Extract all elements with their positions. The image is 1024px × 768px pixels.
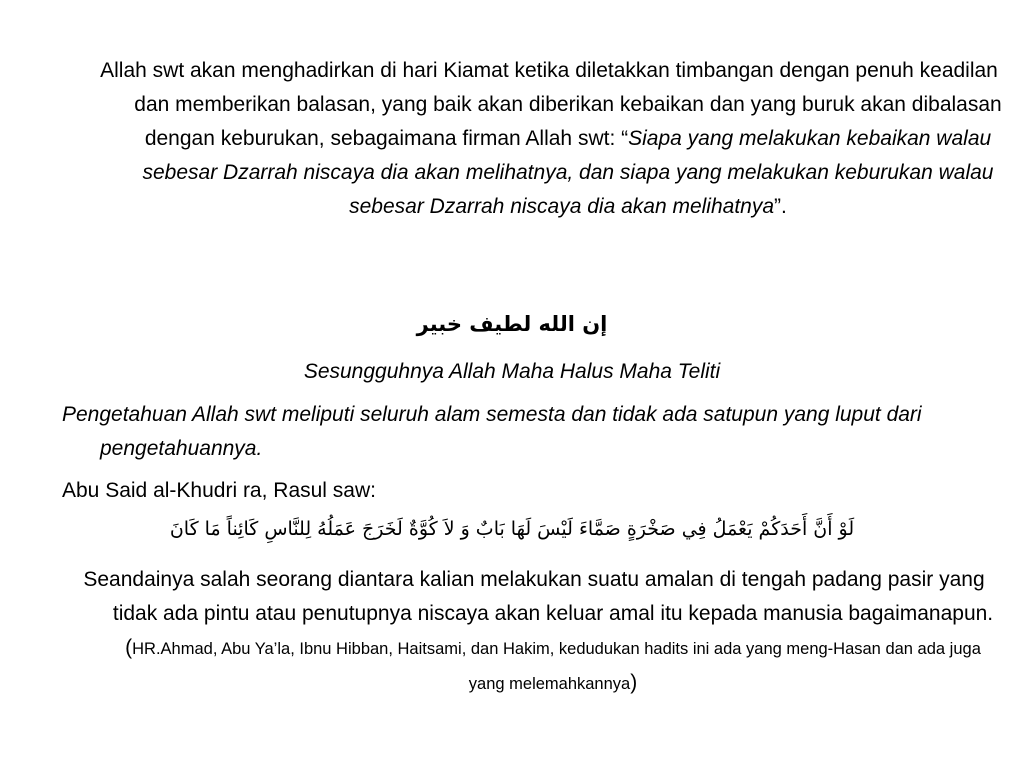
verse-translation-text: Sesungguhnya Allah Maha Halus Maha Teliti [303, 360, 721, 383]
narrator-line: Abu Said al-Khudri ra, Rasul saw: [62, 479, 376, 502]
hadith-close-paren: ) [630, 671, 638, 694]
hadith-translation [70, 563, 998, 701]
hadith-source: HR.Ahmad, Abu Ya’la, Ibnu Hibban, Haitsami, dan Hakim, kedudukan hadits ini ada yang meng-Hasan dan ada juga yang melemahkannya [132, 640, 981, 693]
knowledge-statement-text: Pengetahuan Allah swt meliputi seluruh alam semesta dan tidak ada satupun yang luput dari pengetahuannya. [62, 403, 922, 460]
verse-translation [112, 355, 912, 389]
hadith-translation-text: Seandainya salah seorang diantara kalian melakukan suatu amalan di tengah padang pasir yang tidak ada pintu atau penutupnya niscaya akan keluar amal itu kepada manusia bagaimanapun. ( [83, 568, 994, 659]
intro-paragraph [90, 54, 1008, 224]
knowledge-statement [62, 398, 1000, 466]
arabic-hadith: لَوْ أَنَّ أَحَدَكُمْ يَعْمَلُ فِي صَخْرَةٍ صَمَّاءَ لَيْسَ لَهَا بَابٌ وَ لاَ كُوَّةٌ لَخَرَجَ عَمَلُهُ لِلنَّاسِ كَائِناً مَا كَانَ [169, 518, 855, 540]
arabic-verse: إن الله لطيف خبير [416, 312, 608, 336]
quote-closing: ”. [774, 195, 787, 218]
quran-quote: Siapa yang melakukan kebaikan walau sebesar Dzarrah niscaya dia akan melihatnya, dan siapa yang melakukan keburukan walau sebesar Dzarrah niscaya dia akan melihatnya [142, 127, 994, 218]
intro-text: Allah swt akan menghadirkan di hari Kiamat ketika diletakkan timbangan dengan penuh keadilan dan memberikan balasan, yang baik akan diberikan kebaikan dan yang buruk akan dibalasan dengan keburukan, sebagaimana firman Allah swt: “ [100, 59, 1002, 150]
